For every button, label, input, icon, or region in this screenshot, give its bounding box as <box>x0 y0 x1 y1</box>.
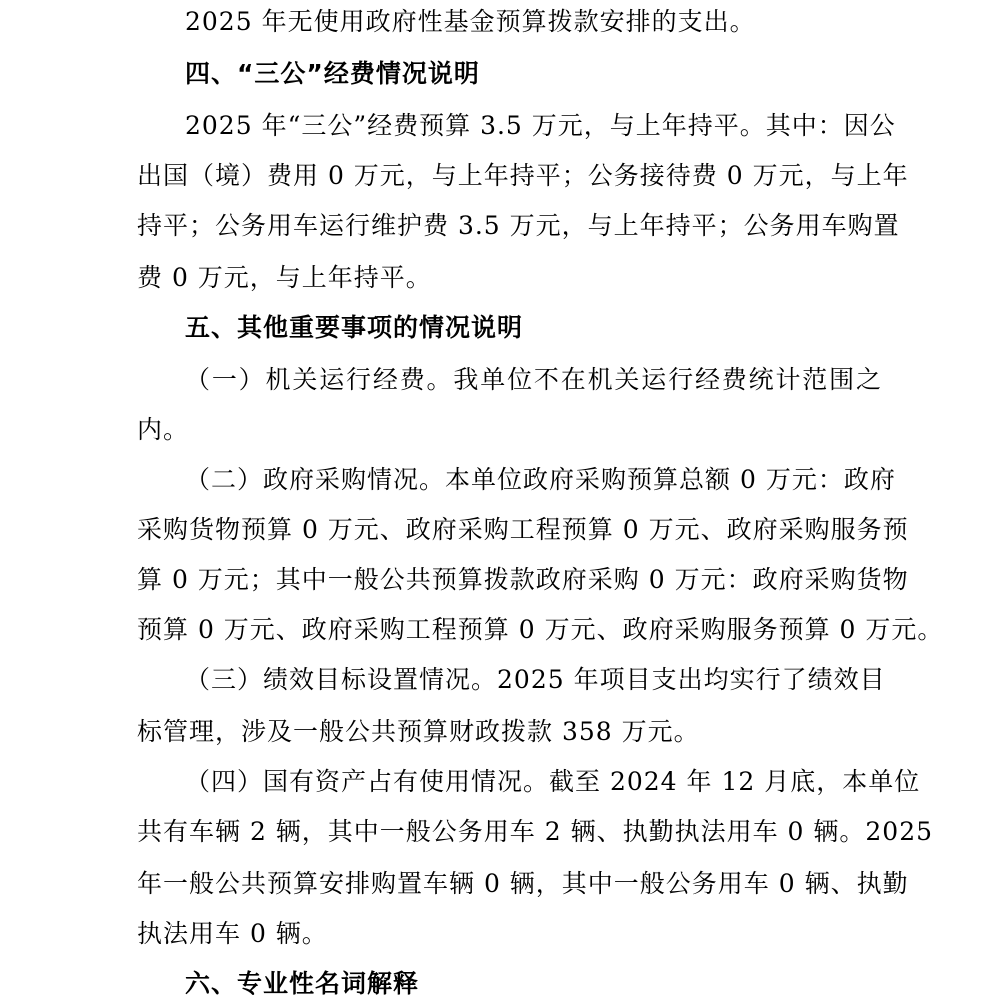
text-line-1: 2025 年无使用政府性基金预算拨款安排的支出。 <box>185 7 756 36</box>
subsection-heading-3: （三）绩效目标设置情况。 <box>185 665 498 694</box>
section-heading-5: 五、其他重要事项的情况说明 <box>185 313 524 342</box>
text-line-11: 采购货物预算 0 万元、政府采购工程预算 0 万元、政府采购服务预 <box>137 515 909 544</box>
document-page <box>137 0 944 1008</box>
text-line-15: 标管理，涉及一般公共预算财政拨款 358 万元。 <box>137 717 700 746</box>
text-line-8 <box>185 364 882 396</box>
text-line-16 <box>185 766 921 798</box>
text-line-9: 内。 <box>137 415 190 444</box>
text-line-18: 年一般公共预算安排购置车辆 0 辆，其中一般公务用车 0 辆、执勤 <box>137 869 909 898</box>
section-heading-4: 四、“三公”经费情况说明 <box>185 59 480 88</box>
subsection-heading-2: （二）政府采购情况。 <box>185 465 446 494</box>
subsection-heading-4: （四）国有资产占有使用情况。 <box>185 767 550 796</box>
text-line-13: 预算 0 万元、政府采购工程预算 0 万元、政府采购服务预算 0 万元。 <box>137 615 944 644</box>
text-span-16: 截至 2024 年 12 月底，本单位 <box>549 767 921 796</box>
text-line-6: 费 0 万元，与上年持平。 <box>137 263 432 292</box>
text-line-14 <box>185 664 886 696</box>
text-line-12: 算 0 万元；其中一般公共预算拨款政府采购 0 万元：政府采购货物 <box>137 565 909 594</box>
text-span-14: 2025 年项目支出均实行了绩效目 <box>497 665 886 694</box>
text-line-10 <box>185 464 896 496</box>
subsection-heading-1: （一）机关运行经费。 <box>185 365 454 394</box>
text-span-10: 本单位政府采购预算总额 0 万元：政府 <box>445 465 896 494</box>
text-line-4: 出国（境）费用 0 万元，与上年持平；公务接待费 0 万元，与上年 <box>137 161 909 190</box>
text-line-17: 共有车辆 2 辆，其中一般公务用车 2 辆、执勤执法用车 0 辆。2025 <box>137 817 934 846</box>
text-line-5: 持平；公务用车运行维护费 3.5 万元，与上年持平；公务用车购置 <box>137 211 900 240</box>
text-line-19: 执法用车 0 辆。 <box>137 919 328 948</box>
text-line-3: 2025 年“三公”经费预算 3.5 万元，与上年持平。其中：因公 <box>185 111 896 140</box>
section-heading-6: 六、专业性名词解释 <box>185 969 420 998</box>
text-span-8: 我单位不在机关运行经费统计范围之 <box>453 365 882 394</box>
